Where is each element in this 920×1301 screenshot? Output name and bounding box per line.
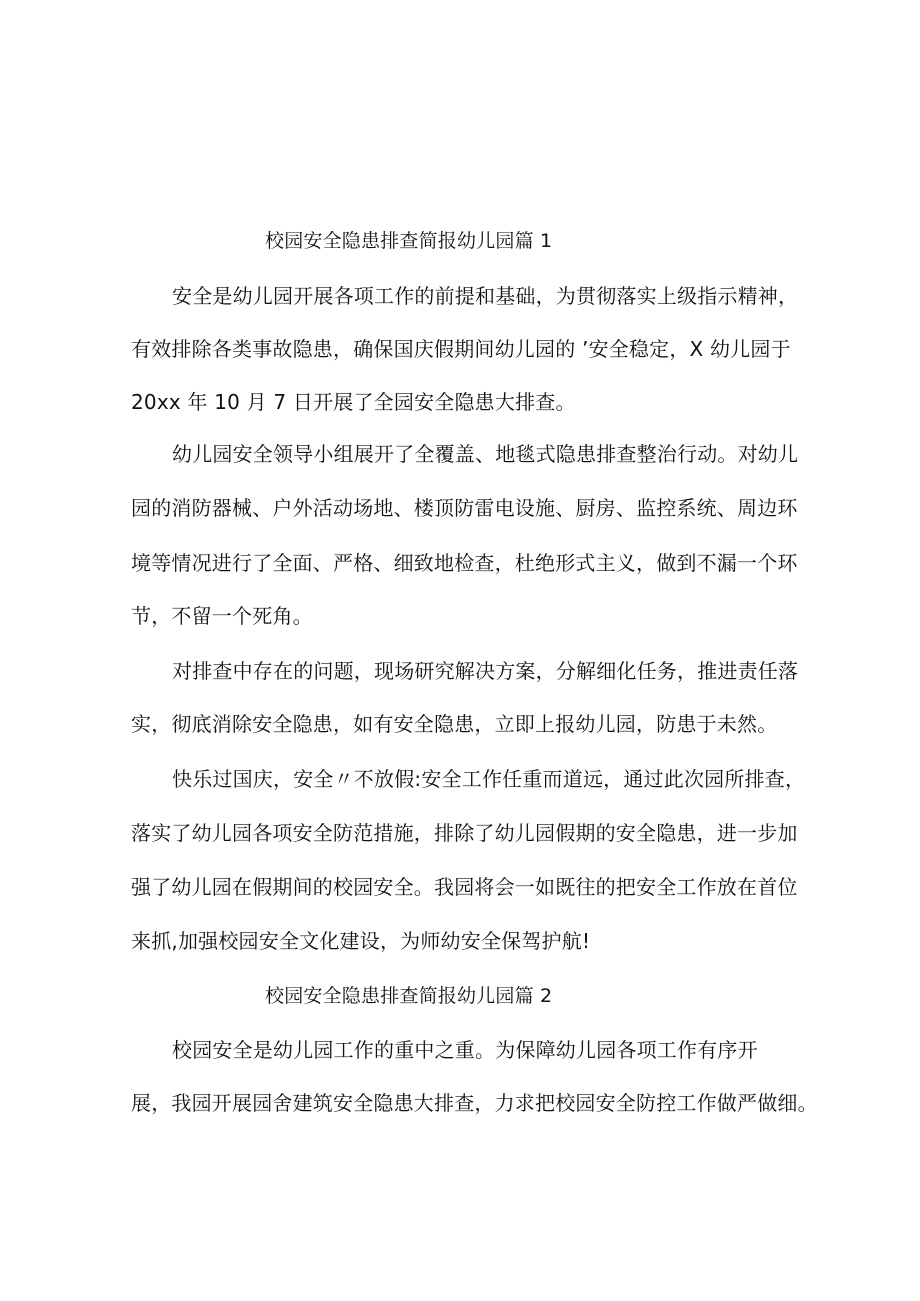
paragraph-line: 安全是幼儿园开展各项工作的前提和基础，为贯彻落实上级指示精神， (172, 284, 799, 308)
paragraph-line: 实，彻底消除安全隐患，如有安全隐患，立即上报幼儿园，防患于未然。 (131, 712, 778, 736)
paragraph-line: 强了幼儿园在假期间的校园安全。我园将会一如既往的把安全工作放在首位 (131, 875, 798, 899)
paragraph-line: 落实了幼儿园各项安全防范措施，排除了幼儿园假期的安全隐患，进一步加 (131, 821, 798, 845)
paragraph-line: 快乐过国庆，安全〃不放假:安全工作任重而道远，通过此次园所排查， (172, 767, 806, 791)
paragraph-line: 20xx 年 10 月 7 日开展了全园安全隐患大排查。 (131, 390, 576, 414)
paragraph-line: 对排查中存在的问题，现场研究解决方案，分解细化任务，推进责任落 (172, 659, 799, 683)
paragraph-line: 有效排除各类事故隐患，确保国庆假期间幼儿园的 ’安全稳定，X 幼儿园于 (131, 337, 791, 361)
section-1-heading: 校园安全隐患排查简报幼儿园篇 1 (265, 230, 553, 252)
paragraph-line: 展，我园开展园舍建筑安全隐患大排查，力求把校园安全防控工作做严做细。 (131, 1091, 818, 1115)
section-2-heading: 校园安全隐患排查简报幼儿园篇 2 (265, 985, 553, 1007)
paragraph-line: 境等情况进行了全面、严格、细致地检查，杜绝形式主义，做到不漏一个环 (131, 551, 798, 575)
paragraph-line: 幼儿园安全领导小组展开了全覆盖、地毯式隐患排查整治行动。对幼儿 (172, 442, 799, 466)
paragraph-line: 来抓,加强校园安全文化建设，为师幼安全保驾护航! (131, 929, 591, 953)
paragraph-line: 节，不留一个死角。 (131, 604, 313, 628)
paragraph-line: 园的消防器械、户外活动场地、楼顶防雷电设施、厨房、监控系统、周边环 (131, 496, 798, 520)
paragraph-line: 校园安全是幼儿园工作的重中之重。为保障幼儿园各项工作有序开 (172, 1038, 758, 1062)
